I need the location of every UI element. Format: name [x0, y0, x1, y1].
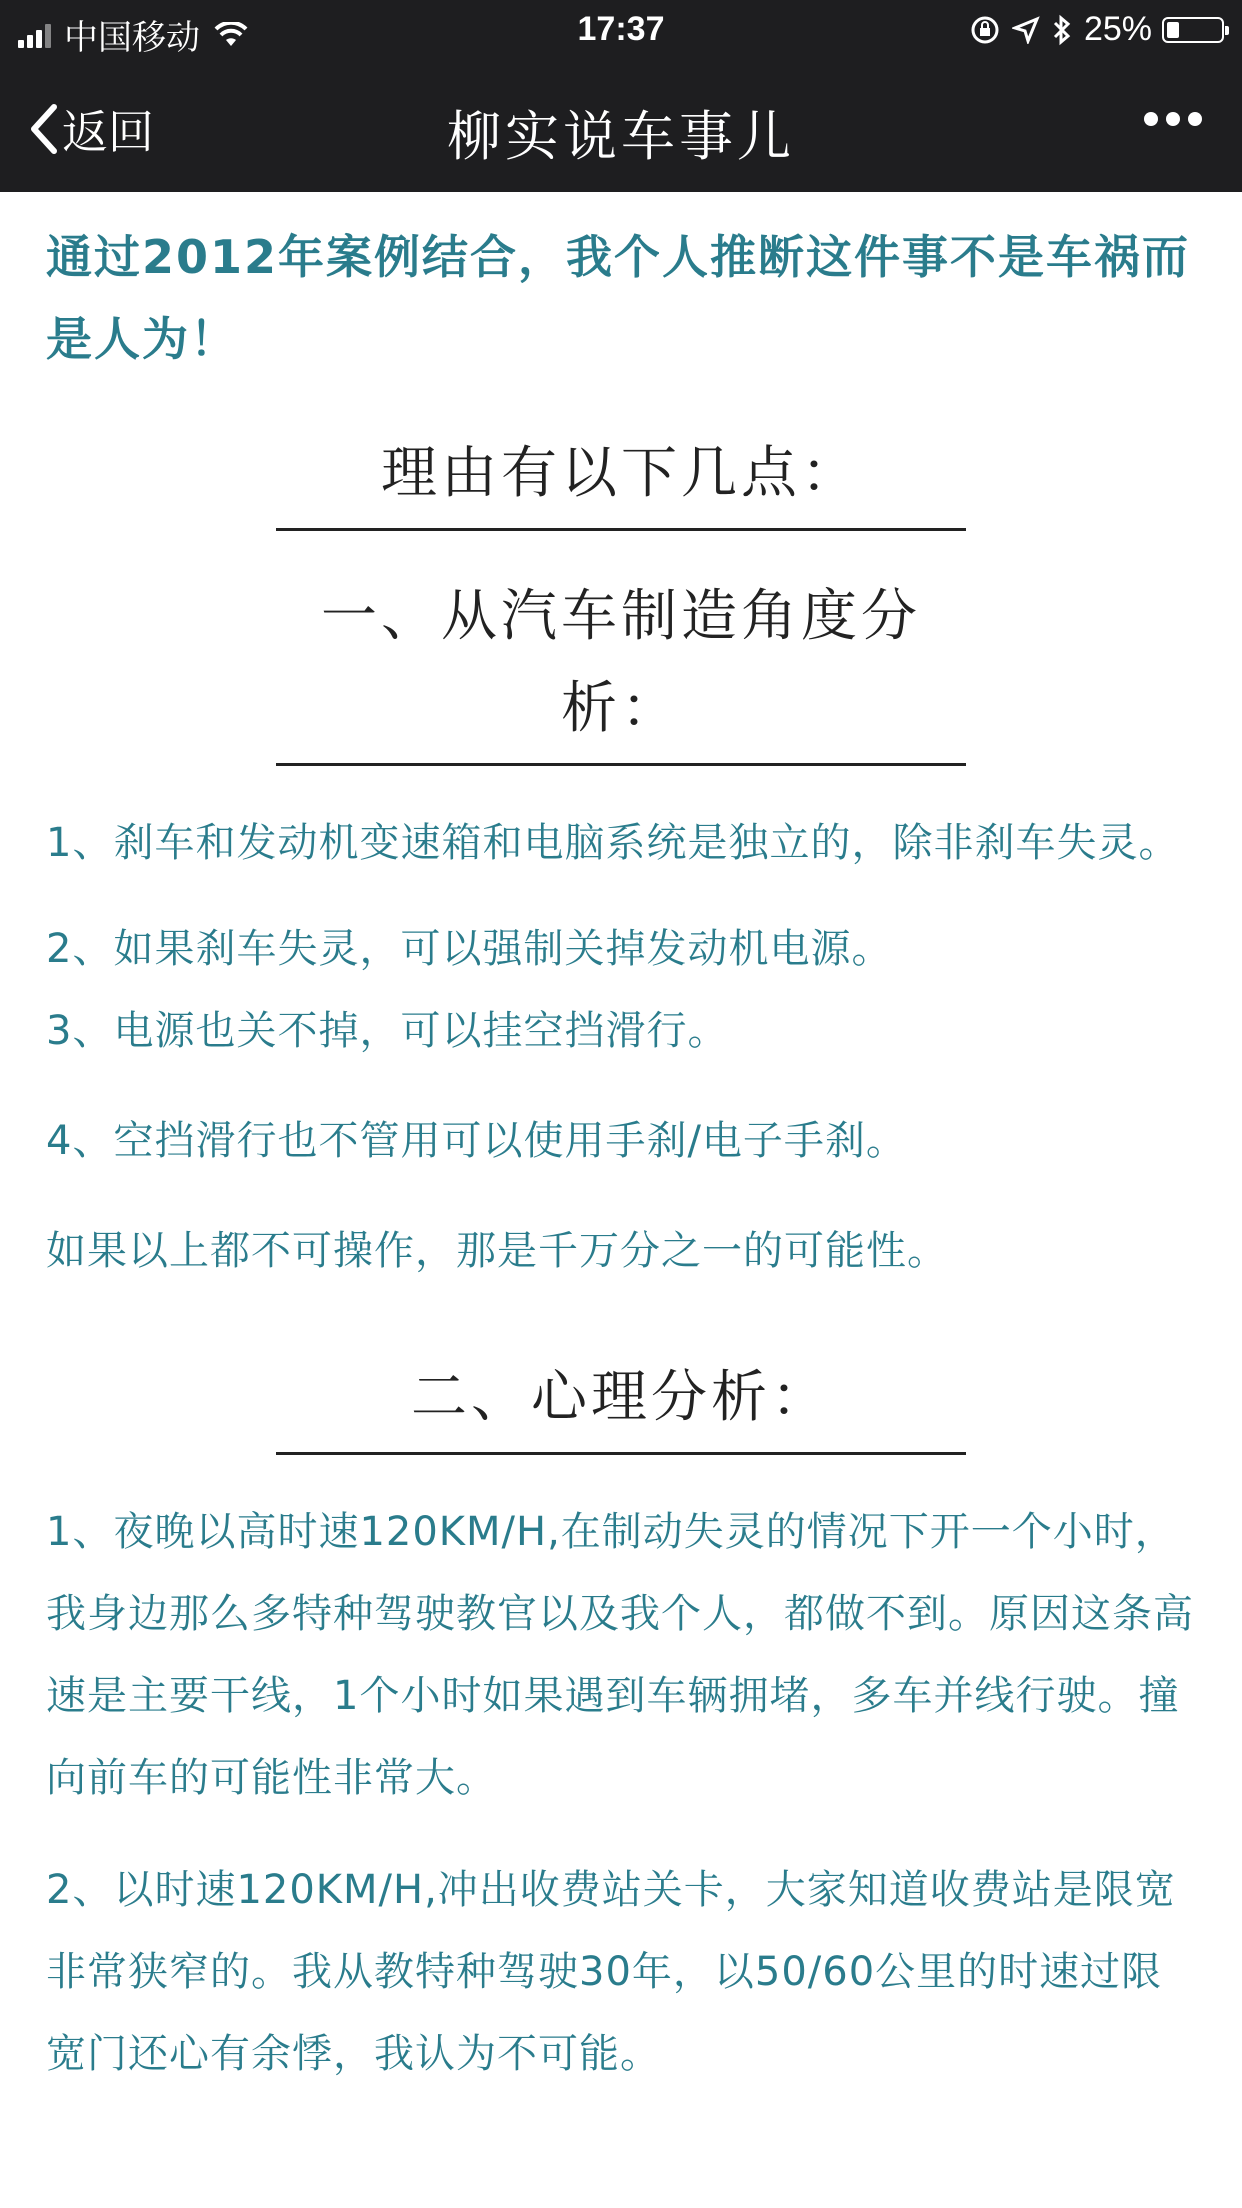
paragraph: 3、电源也关不掉，可以挂空挡滑行。: [46, 1008, 729, 1054]
paragraph: 如果以上都不可操作，那是千万分之一的可能性。: [46, 1228, 948, 1274]
clock: 17:37: [577, 10, 665, 48]
article-body: [46, 192, 1196, 2095]
back-label: 返回: [62, 105, 154, 159]
paragraph: 2、如果刹车失灵，可以强制关掉发动机电源。: [46, 926, 893, 972]
rotation-lock-icon: [970, 15, 1000, 45]
bluetooth-icon: [1052, 14, 1072, 46]
paragraph: 1、刹车和发动机变速箱和电脑系统是独立的，除非刹车失灵。: [46, 820, 1180, 866]
heading-car-manufacturing: 一、从汽车制造角度分析：: [276, 571, 966, 766]
status-right-group: [970, 10, 1224, 49]
paragraph: 1、夜晚以高时速120KM/H,在制动失灵的情况下开一个小时，我身边那么多特种驾驶教官以及我个人，都做不到。原因这条高速是主要干线，1个小时如果遇到车辆拥堵，多车并线行驶。撞向前车的可能性非常大。: [46, 1509, 1194, 1801]
location-icon: [1012, 16, 1040, 44]
article-lead: 通过2012年案例结合，我个人推断这件事不是车祸而是人为！: [46, 230, 1191, 366]
paragraph: 4、空挡滑行也不管用可以使用手刹/电子手刹。: [46, 1118, 907, 1164]
more-button[interactable]: [1136, 112, 1202, 126]
heading-psychology: 二、心理分析：: [276, 1352, 966, 1455]
status-bar: [0, 0, 1242, 62]
carrier-name: 中国移动: [64, 19, 200, 57]
more-dot-icon: [1144, 112, 1158, 126]
more-dot-icon: [1188, 112, 1202, 126]
page-title: 柳实说车事儿: [447, 105, 795, 168]
more-dot-icon: [1166, 112, 1180, 126]
heading-reasons: 理由有以下几点：: [276, 428, 966, 531]
paragraph: 2、以时速120KM/H,冲出收费站关卡，大家知道收费站是限宽非常狭窄的。我从教特种驾驶30年，以50/60公里的时速过限宽门还心有余悸，我认为不可能。: [46, 1867, 1176, 2077]
nav-bar: [0, 62, 1242, 192]
battery-icon: [1162, 17, 1224, 43]
battery-percent: 25%: [1083, 10, 1152, 48]
